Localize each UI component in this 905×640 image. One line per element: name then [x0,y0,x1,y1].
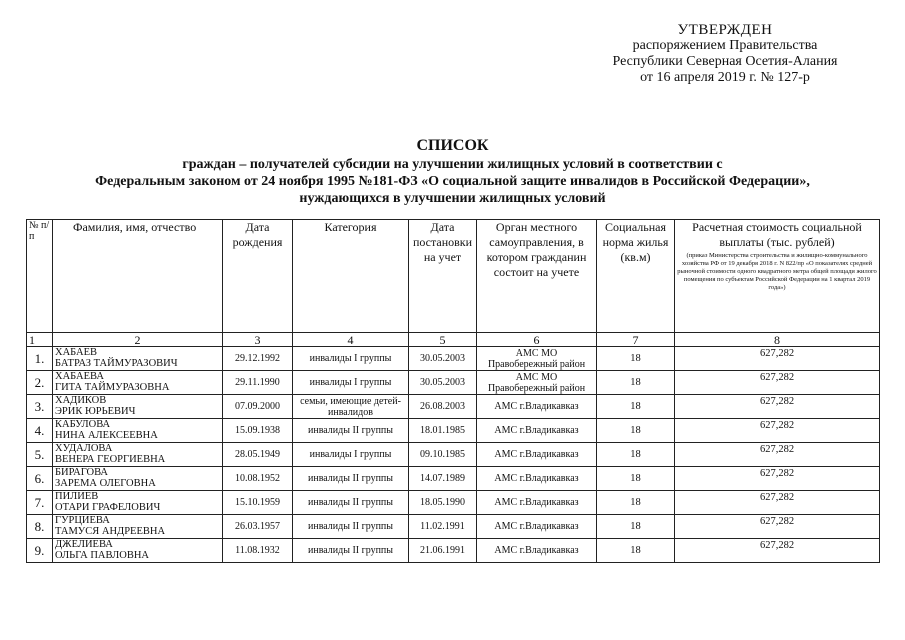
citizen-name [53,347,223,371]
header-birth: Дата рождения [223,220,293,333]
housing-norm: 18 [597,515,675,539]
approval-heading: УТВЕРЖДЕН [677,22,773,38]
birth-date: 15.10.1959 [223,491,293,515]
header-num: № п/п [27,220,53,333]
authority-line-1: АМС г.Владикавказ [494,473,579,484]
authority [477,419,597,443]
birth-date: 07.09.2000 [223,395,293,419]
citizen-given-name: ЗАРЕМА ОЛЕГОВНА [55,478,156,489]
header-registered: Дата постановки на учет [409,220,477,333]
birth-date: 11.08.1932 [223,539,293,563]
table-row [27,515,880,539]
citizen-name [53,419,223,443]
category: инвалиды II группы [293,539,409,563]
citizen-name [53,371,223,395]
citizen-surname: ДЖЕЛИЕВА [55,539,113,550]
housing-norm: 18 [597,467,675,491]
citizen-surname: ХАБАЕВА [55,371,104,382]
column-number: 7 [597,333,675,347]
authority-line-1: АМС МО [515,371,558,383]
table-row [27,395,880,419]
payment-cost: 627,282 [675,467,880,491]
category: семьи, имеющие детей-инвалидов [293,395,409,419]
title-main: СПИСОК [416,137,489,154]
citizen-given-name: ВЕНЕРА ГЕОРГИЕВНА [55,454,166,465]
housing-norm: 18 [597,491,675,515]
birth-date: 29.12.1992 [223,347,293,371]
row-number: 2. [27,371,53,395]
registration-date: 30.05.2003 [409,347,477,371]
citizen-surname: ГУРЦИЕВА [55,515,110,526]
citizen-name [53,395,223,419]
registration-date: 26.08.2003 [409,395,477,419]
header-category: Категория [293,220,409,333]
birth-date: 26.03.1957 [223,515,293,539]
table-row [27,467,880,491]
authority [477,347,597,371]
registration-date: 09.10.1985 [409,443,477,467]
payment-cost: 627,282 [675,371,880,395]
category: инвалиды II группы [293,419,409,443]
document-title [0,136,905,207]
column-number: 1 [27,333,53,347]
category: инвалиды I группы [293,371,409,395]
column-number: 5 [409,333,477,347]
citizen-surname: КАБУЛОВА [55,419,111,430]
category: инвалиды I группы [293,443,409,467]
registration-date: 30.05.2003 [409,371,477,395]
authority-line-1: АМС г.Владикавказ [494,449,579,460]
recipients-table [26,219,880,563]
row-number: 6. [27,467,53,491]
table-row [27,539,880,563]
header-cost-note: (приказ Министерства строительства и жилищно-коммунального хозяйства РФ от 19 декабря 2018 г. N 822/пр «О показателях средней рыночной стоимости одного квадратного метра общей площади жилого помещения по субъектам Российской Федерации на 1 квартал 2019 года») [677,252,877,291]
row-number: 1. [27,347,53,371]
authority [477,395,597,419]
citizen-surname: ХАБАЕВ [55,347,98,358]
citizen-name [53,515,223,539]
column-number: 8 [675,333,880,347]
authority-line-2: Правобережный район [487,382,586,394]
category: инвалиды II группы [293,515,409,539]
citizen-surname: ХУДАЛОВА [55,443,113,454]
citizen-surname: ПИЛИЕВ [55,491,99,502]
table-row [27,371,880,395]
citizen-surname: БИРАГОВА [55,467,109,478]
housing-norm: 18 [597,371,675,395]
approval-line-3: от 16 апреля 2019 г. № 127-р [640,70,810,85]
header-row [27,220,880,333]
header-norm: Социальная норма жилья (кв.м) [597,220,675,333]
housing-norm: 18 [597,443,675,467]
authority-line-1: АМС г.Владикавказ [494,401,579,412]
citizen-given-name: БАТРАЗ ТАЙМУРАЗОВИЧ [55,358,178,369]
column-number: 2 [53,333,223,347]
registration-date: 18.05.1990 [409,491,477,515]
birth-date: 10.08.1952 [223,467,293,491]
citizen-given-name: ОТАРИ ГРАФЕЛОВИЧ [55,502,161,513]
authority [477,467,597,491]
title-line-1: граждан – получателей субсидии на улучшении жилищных условий в соответствии с [182,157,723,172]
birth-date: 28.05.1949 [223,443,293,467]
payment-cost: 627,282 [675,347,880,371]
authority-line-1: АМС г.Владикавказ [494,425,579,436]
birth-date: 15.09.1938 [223,419,293,443]
citizen-given-name: НИНА АЛЕКСЕЕВНА [55,430,158,441]
header-cost [675,220,880,333]
registration-date: 21.06.1991 [409,539,477,563]
column-number: 6 [477,333,597,347]
payment-cost: 627,282 [675,419,880,443]
citizen-name [53,491,223,515]
approval-block [560,22,890,86]
registration-date: 18.01.1985 [409,419,477,443]
header-name: Фамилия, имя, отчество [53,220,223,333]
citizen-given-name: ТАМУСЯ АНДРЕЕВНА [55,526,166,537]
housing-norm: 18 [597,347,675,371]
table-row [27,347,880,371]
category: инвалиды II группы [293,491,409,515]
housing-norm: 18 [597,395,675,419]
authority-line-1: АМС МО [515,347,558,359]
authority-line-1: АМС г.Владикавказ [494,545,579,556]
header-cost-label: Расчетная стоимость социальной выплаты (тыс. рублей) [692,220,862,249]
authority [477,371,597,395]
housing-norm: 18 [597,419,675,443]
column-number-row [27,333,880,347]
authority-line-1: АМС г.Владикавказ [494,521,579,532]
citizen-name [53,467,223,491]
approval-line-1: распоряжением Правительства [632,38,818,53]
payment-cost: 627,282 [675,491,880,515]
payment-cost: 627,282 [675,515,880,539]
row-number: 3. [27,395,53,419]
citizen-surname: ХАДИКОВ [55,395,107,406]
category: инвалиды II группы [293,467,409,491]
payment-cost: 627,282 [675,395,880,419]
authority [477,515,597,539]
row-number: 8. [27,515,53,539]
table-row [27,491,880,515]
row-number: 5. [27,443,53,467]
approval-line-2: Республики Северная Осетия-Алания [612,54,838,69]
birth-date: 29.11.1990 [223,371,293,395]
citizen-given-name: ОЛЬГА ПАВЛОВНА [55,550,149,561]
table-row [27,419,880,443]
column-number: 4 [293,333,409,347]
citizen-name [53,539,223,563]
citizen-given-name: ГИТА ТАЙМУРАЗОВНА [55,382,170,393]
authority-line-1: АМС г.Владикавказ [494,497,579,508]
registration-date: 14.07.1989 [409,467,477,491]
registration-date: 11.02.1991 [409,515,477,539]
payment-cost: 627,282 [675,539,880,563]
category: инвалиды I группы [293,347,409,371]
row-number: 7. [27,491,53,515]
title-line-3: нуждающихся в улучшении жилищных условий [299,191,606,206]
citizen-given-name: ЭРИК ЮРЬЕВИЧ [55,406,136,417]
authority-line-2: Правобережный район [487,358,586,370]
citizen-name [53,443,223,467]
column-number: 3 [223,333,293,347]
row-number: 9. [27,539,53,563]
table-body [27,347,880,563]
header-authority: Орган местного самоуправления, в котором гражданин состоит на учете [477,220,597,333]
authority [477,491,597,515]
housing-norm: 18 [597,539,675,563]
authority [477,539,597,563]
table-row [27,443,880,467]
title-line-2: Федеральным законом от 24 ноября 1995 №181-ФЗ «О социальной защите инвалидов в Российской Федерации», [95,174,810,189]
authority [477,443,597,467]
payment-cost: 627,282 [675,443,880,467]
row-number: 4. [27,419,53,443]
